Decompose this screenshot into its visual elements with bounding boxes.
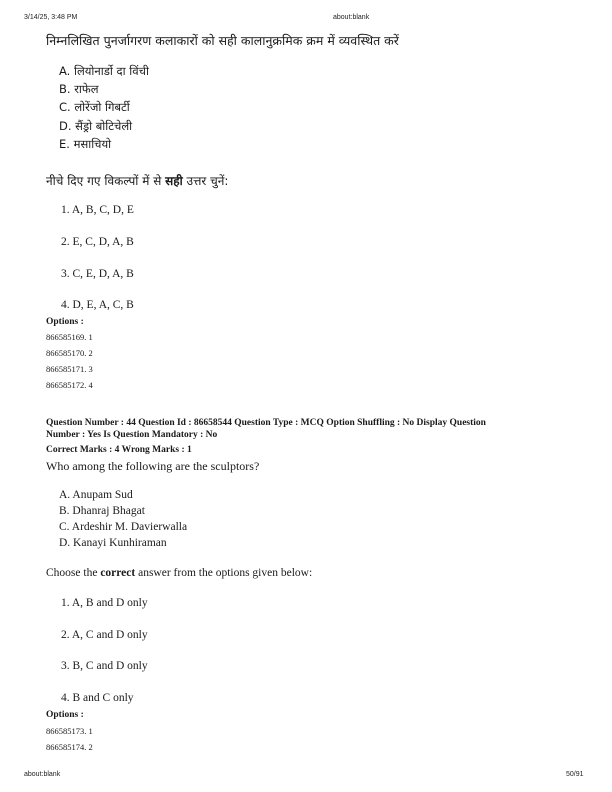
option-id: 866585172. 4 — [46, 380, 93, 390]
answer-choice-2: 2. E, C, D, A, B — [61, 236, 134, 248]
page-number: 50/91 — [566, 771, 584, 778]
list-item: E. मसाचियो — [59, 137, 112, 151]
list-item: B. Dhanraj Bhagat — [59, 505, 145, 517]
answer-choice-1: 1. A, B and D only — [61, 597, 148, 609]
answer-choice-3: 3. C, E, D, A, B — [61, 268, 134, 280]
prompt-emphasis: सही — [165, 174, 183, 188]
list-item: B. राफेल — [59, 82, 99, 96]
option-id: 866585173. 1 — [46, 726, 93, 736]
prompt-text: answer from the options given below: — [135, 567, 313, 579]
question-44-text: Who among the following are the sculptors? — [46, 459, 260, 473]
list-item: A. लियोनार्डो दा विंची — [59, 64, 149, 78]
option-id: 866585169. 1 — [46, 332, 93, 342]
answer-choice-3: 3. B, C and D only — [61, 660, 148, 672]
question-44-meta: Number : Yes Is Question Mandatory : No — [46, 430, 218, 440]
prompt-text: नीचे दिए गए विकल्पों में से — [46, 174, 166, 188]
option-id: 866585174. 2 — [46, 742, 93, 752]
list-item: A. Anupam Sud — [59, 489, 133, 501]
answer-choice-4: 4. B and C only — [61, 692, 134, 704]
list-item: C. Ardeshir M. Davierwalla — [59, 521, 188, 533]
question-43-text: निम्नलिखित पुनर्जागरण कलाकारों को सही कालानुक्रमिक क्रम में व्यवस्थित करें — [46, 33, 399, 48]
prompt-text: उत्तर चुनें: — [182, 174, 229, 188]
question-43-prompt — [46, 172, 228, 189]
answer-choice-2: 2. A, C and D only — [61, 629, 148, 641]
prompt-text: Choose the — [46, 567, 101, 579]
question-44-marks: Correct Marks : 4 Wrong Marks : 1 — [46, 445, 192, 455]
option-id: 866585170. 2 — [46, 348, 93, 358]
answer-choice-1: 1. A, B, C, D, E — [61, 204, 134, 216]
prompt-emphasis: correct — [100, 567, 136, 579]
list-item: C. लोरेंजो गिबर्टी — [59, 100, 130, 114]
list-item: D. सैंड्रो बोटिचेली — [59, 119, 133, 133]
print-title: about:blank — [333, 14, 370, 21]
options-label: Options : — [46, 710, 84, 720]
print-datetime: 3/14/25, 3:48 PM — [24, 14, 78, 21]
print-url: about:blank — [24, 771, 61, 778]
options-label: Options : — [46, 317, 84, 327]
answer-choice-4: 4. D, E, A, C, B — [61, 299, 134, 311]
question-44-meta: Question Number : 44 Question Id : 86658544 Question Type : MCQ Option Shuffling : No Display Question — [46, 418, 486, 428]
option-id: 866585171. 3 — [46, 364, 93, 374]
list-item: D. Kanayi Kunhiraman — [59, 537, 167, 549]
question-44-prompt — [46, 567, 312, 579]
